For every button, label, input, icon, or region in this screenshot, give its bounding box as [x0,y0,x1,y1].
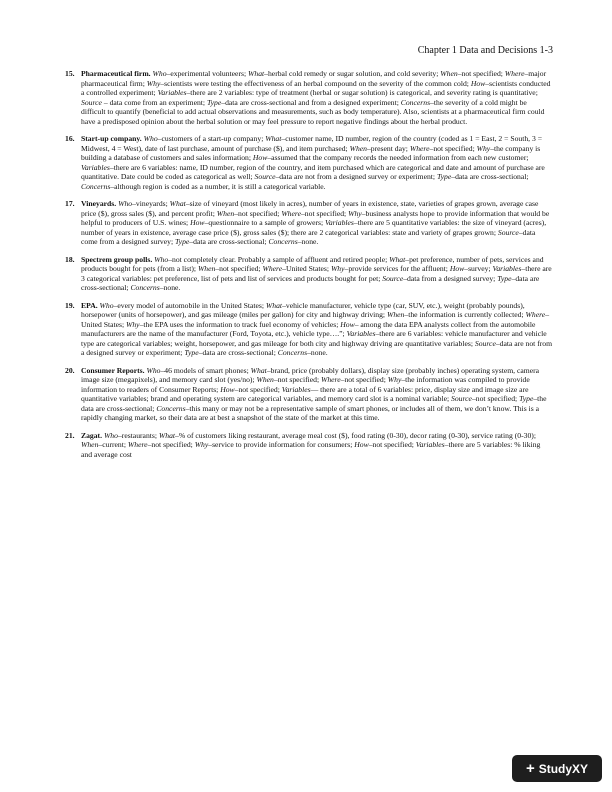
field-label: Why [194,440,209,449]
field-text: –the severity of a cold might be difficult to quantify (beneficial to add actual observations and measurements, such as body temperature). Also, scientists at a pharmaceutical firm could have a predisposed opinion about the herbal solution or may feel pressure to report negative findings about the herbal product. [81,97,545,126]
field-text: –size of vineyard (most likely in acres), number of years in existence, state, varieties of grapes grown, average case price ($), gross sales ($), and percent profit; [81,199,539,218]
field-label: Who [99,300,114,310]
field-text: –data are cross-sectional; [189,237,269,246]
field-text: –data are not from a designed survey or experiment; [81,338,553,357]
field-text: –customers of a start-up company; [157,134,266,143]
field-label: What [265,300,283,310]
field-text: –not specified; [234,208,282,218]
item-title: Spectrem group polls. [81,254,153,264]
field-text: –data are cross-sectional; [198,348,278,357]
field-label: How [354,440,369,449]
field-label: What [248,69,265,78]
field-label: Where [409,143,430,153]
field-text: –United States; [81,310,550,329]
field-text: –herbal cold remedy or sugar solution, and cold severity; [264,69,441,78]
field-text: –brand, price (probably dollars), display size (probably inches) operating system, camera image size (megapixels), and memory card slot (yes/no); [81,365,540,384]
field-text: –not completely clear. Probably a sample of affluent and retired people; [168,254,390,264]
field-text: –% of customers liking restaurant, average meal cost ($), food rating (0-30), decor rating (0-30), service rating (0-30); [175,430,536,440]
field-text: –customer name, ID number, region of the country (coded as 1 = East, 2 = South, 3 = Midwest, 4 = West), date of last purchase, amount of purchase ($), and item purchased; [81,134,543,153]
field-label: Where [525,310,546,319]
field-text: –restaurants; [117,430,159,440]
field-text: –not specified; [147,440,195,449]
field-label: Where [262,264,283,273]
field-label: Variables [325,218,354,227]
field-text: –none. [297,237,319,246]
item-title: Zagat. [81,430,103,440]
field-label: How [190,218,205,227]
item-number: 20. [65,365,75,375]
field-text: –data are cross-sectional; [451,172,529,181]
field-label: How [470,78,486,88]
plus-icon: + [525,760,535,777]
field-label: Type [206,97,222,107]
field-text: –scientists were testing the effectiveness of an herbal compound on the severity of the common cold; [160,78,471,88]
field-text: –data come from a designed survey; [81,227,536,246]
field-label: Who [143,134,158,143]
field-text: –data are not from a designed survey or experiment; [275,172,437,181]
field-label: When [216,208,235,218]
field-label: Where [504,69,525,78]
item-number: 15. [65,69,75,78]
field-label: Variables [81,162,110,172]
field-label: When [197,264,216,273]
field-label: Source [254,172,276,181]
field-label: Type [175,237,190,246]
field-label: Variables [157,88,187,97]
field-label: How [449,264,465,273]
field-text: –not specified; [471,394,520,403]
field-label: When [81,440,99,449]
item-title: Vineyards. [81,199,117,208]
field-text: –not specified; [234,384,282,394]
field-label: What [250,365,267,375]
field-label: Type [436,172,452,181]
answer-item [65,69,553,126]
field-text: –the data are cross-sectional; [81,394,547,413]
field-text: –data are cross-sectional; [81,273,540,292]
field-text: –there are 3 categorical variables: pet preference, list of pets and list of services and products bought for pet; [81,264,552,283]
field-label: How [340,319,355,329]
field-label: Where [127,440,148,449]
field-label: When [256,375,274,384]
item-number: 21. [65,430,75,440]
field-text: – among the data EPA analysts collect from the automobile manufacturers are the name of the manufacturer (Ford, Toyota, etc.), vehicle type….”; [81,319,536,338]
field-text: –assumed that the company records the needed information from each new customer; [267,153,529,162]
field-text: –not specified; [429,143,477,153]
field-label: When [349,143,367,153]
field-label: How [220,384,235,394]
field-label: Who [118,199,133,208]
item-title: Pharmaceutical firm. [81,69,151,78]
field-text: –questionnaire to a sample of growers; [204,218,326,227]
field-text: –service to provide information for consumers; [208,440,355,449]
field-label: Concerns [156,403,186,413]
field-label: Who [152,69,167,78]
field-label: Why [146,78,161,88]
field-label: Why [126,319,140,329]
field-text: –not specified; [273,375,321,384]
field-text: –scientists conducted a controlled experiment; [81,78,551,97]
field-text: –not specified; [215,264,263,273]
field-label: When [440,69,458,78]
logo-text: StudyXY [538,761,589,776]
field-label: Concerns [277,348,308,357]
field-label: Source [81,97,102,107]
field-text: –there are 5 quantitative variables: the size of vineyard (acres), number of years in existence, average case price ($), gross sales ($); there are 2 categorical variables: state and variety of grapes grown; [81,218,547,237]
field-label: Why [476,143,491,153]
field-label: Variables [346,329,376,338]
field-label: What [265,134,282,143]
field-text: –not specified; [340,375,388,384]
answer-item [65,300,553,358]
field-label: Who [154,254,169,264]
field-text: –this many or may not be a representative sample of smart phones, or includes all of them, we don’t know. This is a rapidly changing market, so their data are at best a snapshot of the state of the market at this time. [81,403,539,422]
field-text: –United States; [282,264,331,273]
answer-item [65,254,553,293]
item-title: Consumer Reports. [81,365,145,375]
field-text: — there are a total of 6 variables: price, display size and image size are quantitative variables; brand and operating system are categorical variables, and memory card slot is a nominal variable; [81,384,529,403]
item-title: EPA. [81,300,98,310]
field-label: Concerns [268,237,298,246]
field-label: Source [474,338,496,348]
field-text: –vehicle manufacturer, vehicle type (car, SUV, etc.), weight (probably pounds), horsepower (units of horsepower), and gas mileage (miles per gallon) for city and highway driving; [81,300,525,319]
field-label: Concerns [400,97,431,107]
field-text: –there are 5 variables: % liking and average cost [81,440,541,459]
field-text: –vineyards; [132,199,170,208]
studyxy-logo [512,755,602,782]
field-label: What [389,254,406,264]
field-label: Why [348,208,362,218]
field-text: –not specified; [300,208,349,218]
field-text: –not specified; [368,440,416,449]
field-text: –provide services for the affluent; [344,264,450,273]
field-text: –pet preference, number of pets, services and products bought for pets (from a list); [81,254,544,273]
field-label: Type [497,273,512,283]
item-number: 16. [65,134,75,143]
answer-item [65,134,553,191]
field-text: –data from a designed survey; [403,273,498,283]
field-text: –there are 6 variables: name, ID number, region of the country, and item purchased which are categorical and date and amount of purchase are quantitative. Date could be coded as categorical as well; [81,162,545,181]
field-text: – data come from an experiment; [101,97,207,107]
field-text: –there are 6 variables: vehicle manufacturer and vehicle type are categorical variables; weight, horsepower, and gas mileage for both city and highway driving are quantitative variables; [81,329,547,348]
answer-list [65,69,553,467]
field-label: Who [146,365,161,375]
field-label: Concerns [130,283,160,292]
item-title: Start-up company. [81,134,142,143]
field-text: –there are 2 variables: type of treatment (herbal or sugar solution) is categorical, and severity rating is quantitative; [186,88,538,97]
field-text: –although region is coded as a number, it is still a categorical variable. [110,181,326,191]
field-text: –none. [159,283,181,292]
running-header: Chapter 1 Data and Decisions 1-3 [417,45,553,56]
item-number: 19. [65,300,75,310]
answer-item [65,365,553,423]
field-label: Who [103,430,118,440]
field-text: –current; [98,440,128,449]
field-text: –the company is building a database of customers and sales information; [81,143,541,162]
field-label: Variables [492,264,522,273]
field-text: –data are cross-sectional and from a designed experiment; [221,97,401,107]
field-label: Where [281,208,301,218]
field-text: –46 models of smart phones; [160,365,251,375]
answer-item [65,430,553,460]
field-label: Variables [281,384,311,394]
field-text: –every model of automobile in the United States; [113,300,266,310]
field-label: Type [519,394,534,403]
field-label: Concerns [81,181,111,191]
field-text: –survey; [464,264,493,273]
field-label: Variables [415,440,445,449]
field-label: What [158,430,176,440]
field-text: –experimental volunteers; [166,69,249,78]
field-text: –the EPA uses the information to track fuel economy of vehicles; [139,319,341,329]
field-label: How [252,153,268,162]
field-text: –none. [307,348,328,357]
field-label: What [169,199,186,208]
item-number: 18. [65,254,75,264]
field-text: –major pharmaceutical firm; [81,69,547,88]
field-text: –not specified; [457,69,505,78]
field-label: Where [320,375,341,384]
field-text: –present day; [366,143,410,153]
item-number: 17. [65,199,75,208]
field-label: When [386,310,405,319]
field-label: Type [184,348,199,357]
answer-item [65,199,553,247]
field-text: –business analysts hope to provide information that would be helpful to producers of U.S. wines; [81,208,550,227]
field-label: Source [382,273,404,283]
field-text: –the information is currently collected; [404,310,526,319]
field-text: –the information was compiled to provide information to readers of Consumer Reports; [81,375,530,394]
field-label: Source [451,394,472,403]
field-label: Why [330,264,345,273]
field-label: Source [497,227,519,237]
field-label: Why [387,375,402,384]
